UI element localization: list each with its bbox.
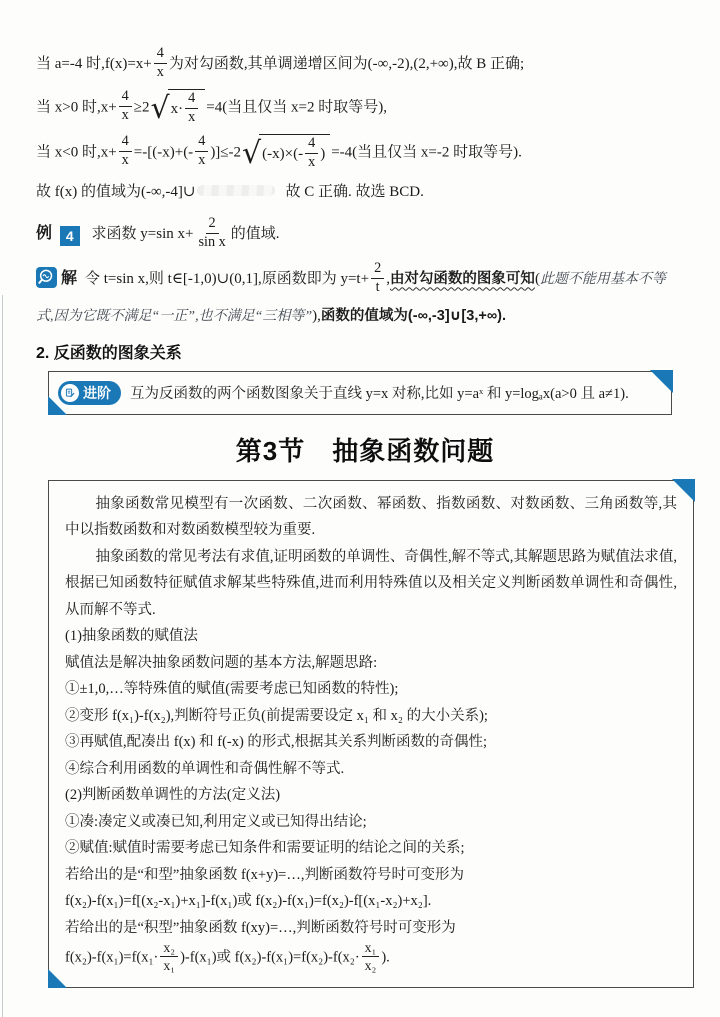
text-run: 故 f(x) 的值域为(-∞,-4]∪ — [36, 183, 196, 200]
explain-text-1 — [85, 259, 666, 295]
fraction-numerator: 4 — [154, 46, 167, 64]
box-corner-top-right — [672, 479, 695, 502]
erased-region — [197, 185, 275, 196]
example-number-badge: 4 — [60, 226, 80, 246]
text-run: ≥2 — [133, 99, 150, 116]
fraction — [119, 134, 132, 169]
box-corner-bottom-left — [48, 396, 67, 415]
concept-paragraph — [65, 862, 677, 889]
concept-paragraph — [65, 491, 677, 544]
concept-paragraph — [65, 835, 677, 862]
concept-paragraph — [65, 729, 677, 756]
text-run: ①±1,0,…等特殊值的赋值(需要考虑已知函数的特性); — [65, 681, 399, 698]
radical-sign: √ — [242, 135, 262, 171]
text-run: 当 a=-4 时,f(x)=x+ — [36, 55, 152, 72]
fraction — [305, 136, 318, 171]
fraction-numerator: 4 — [305, 136, 318, 154]
fraction — [371, 261, 384, 296]
text-run: ④综合利用函数的单调性和奇偶性解不等式. — [65, 760, 345, 777]
box-corner-bottom-left — [48, 969, 67, 988]
text-run: 式,因为它既不满足“一正”,也不满足“三相等” — [36, 308, 313, 324]
concept-box-content — [65, 491, 677, 975]
solution-line — [36, 47, 694, 82]
advance-text — [130, 382, 629, 403]
text-run: 抽象函数常见模型有一次函数、二次函数、幂函数、指数函数、对数函数、三角函数等,其中以指数函数和对数函数模型较为重要. — [65, 495, 677, 539]
fraction — [119, 89, 132, 124]
text-run: ( — [534, 270, 540, 287]
text-run: ②赋值:赋值时需要考虑已知条件和需要证明的结论之间的关系; — [65, 840, 465, 857]
concept-paragraph — [65, 756, 677, 783]
text-run: ) — [320, 146, 326, 163]
explanation-block — [36, 259, 694, 330]
example-statement — [91, 214, 280, 250]
fraction — [195, 134, 208, 169]
fraction-numerator: 4 — [119, 89, 132, 107]
text-run: , — [386, 270, 390, 287]
text-run: x· — [170, 101, 184, 118]
solution-line — [36, 89, 694, 127]
fraction — [160, 940, 178, 974]
concept-box — [48, 480, 694, 988]
fraction-numerator: x₁ — [362, 940, 380, 957]
text-run: 当 x>0 时,x+ — [36, 99, 117, 116]
concept-paragraph — [65, 676, 677, 703]
example-label: 例 — [36, 224, 53, 242]
text-run: ), — [312, 307, 321, 324]
fraction-denominator: x — [198, 152, 206, 169]
explanation-line-1 — [36, 259, 694, 297]
magnifier-graph-icon — [36, 267, 57, 288]
text-run: 的值域. — [230, 225, 280, 242]
text-run: f(x₂)-f(x₁)=f(x₁· — [65, 949, 159, 966]
fraction-numerator: 2 — [206, 216, 219, 234]
text-run: =4(当且仅当 x=2 时取等号), — [206, 99, 387, 116]
text-run: =-4(当且仅当 x=-2 时取等号). — [331, 144, 522, 161]
radical — [151, 89, 206, 127]
fraction-denominator: x — [188, 108, 196, 125]
fraction-denominator: x₁ — [163, 958, 176, 974]
text-run: (1)抽象函数的赋值法 — [65, 628, 198, 645]
fraction-denominator: x — [156, 63, 164, 80]
text-run: ). — [381, 949, 390, 966]
radical-sign: √ — [150, 90, 170, 126]
text-run: ①凑:凑定义或凑已知,利用定义或已知得出结论; — [65, 813, 367, 830]
fraction-numerator: 4 — [185, 91, 198, 109]
advance-badge-label: 进阶 — [83, 384, 111, 401]
explanation-line-2 — [36, 303, 694, 330]
radicand — [168, 89, 206, 127]
text-run: (-x)×(- — [262, 146, 304, 163]
text-run: 故 C 正确. 故选 BCD. — [285, 183, 424, 200]
fraction-numerator: 2 — [371, 261, 384, 279]
text-run: 互为反函数的两个函数图象关于直线 y=x 对称,比如 y=aˣ 和 y=logₐx(a>0 且 a≠1). — [130, 386, 629, 403]
concept-paragraph — [65, 809, 677, 836]
text-run: ②变形 f(x₁)-f(x₂),判断符号正负(前提需要设定 x₁ 和 x₂ 的大小关系); — [65, 707, 488, 724]
text-run: 当 x<0 时,x+ — [36, 144, 117, 161]
concept-paragraph — [65, 941, 677, 975]
text-run: 赋值法是解决抽象函数问题的基本方法,解题思路: — [65, 654, 378, 671]
concept-paragraph — [65, 915, 677, 942]
fraction-denominator: sin x — [198, 233, 226, 250]
fraction — [185, 91, 198, 126]
advance-badge — [58, 381, 121, 405]
radical — [242, 134, 330, 172]
text-run: )]≤-2 — [210, 144, 242, 161]
solution-block — [36, 47, 694, 205]
fraction-numerator: 4 — [195, 134, 208, 152]
text-run: (2)判断函数单调性的方法(定义法) — [65, 787, 281, 804]
text-run: 函数的值域为(-∞,-3]∪[3,+∞). — [320, 307, 507, 324]
text-run: ③再赋值,配凑出 f(x) 和 f(-x) 的形式,根据其关系判断函数的奇偶性; — [65, 734, 488, 751]
text-run: 为对勾函数,其单调递增区间为(-∞,-2),(2,+∞),故 B 正确; — [168, 55, 525, 72]
solution-line — [36, 179, 694, 205]
concept-paragraph — [65, 703, 677, 730]
fraction-denominator: t — [375, 278, 380, 295]
page-edge-artifact — [2, 295, 3, 1017]
solution-line — [36, 134, 694, 172]
box-corner-top-right — [650, 370, 673, 393]
fraction-denominator: x — [308, 153, 316, 170]
explain-label: 解 — [61, 269, 78, 287]
fraction-denominator: x — [121, 107, 129, 124]
text-run: 抽象函数的常见考法有求值,证明函数的单调性、奇偶性,解不等式,其解题思路为赋值法求值,根据已知函数特征赋值求解某些特殊值,进而利用特殊值以及相关定义判断函数单调性和奇偶性,从而解不等式. — [65, 548, 677, 618]
text-run: 此题不能用基本不等 — [539, 271, 666, 287]
fraction-denominator: x₂ — [364, 958, 377, 974]
concept-paragraph — [65, 623, 677, 650]
example-line — [36, 214, 694, 252]
text-run: 若给出的是“和型”抽象函数 f(x+y)=…,判断函数符号时可变形为 — [65, 866, 464, 883]
concept-paragraph — [65, 888, 677, 915]
fraction-numerator: 4 — [119, 134, 132, 152]
fraction — [195, 216, 228, 251]
concept-paragraph — [65, 650, 677, 677]
advance-box — [48, 371, 672, 415]
concept-paragraph — [65, 782, 677, 809]
text-run: )-f(x₁)或 f(x₂)-f(x₁)=f(x₂)-f(x₂· — [180, 949, 360, 966]
chapter-heading: 第3节 抽象函数问题 — [235, 435, 495, 466]
concept-paragraph — [65, 544, 677, 624]
text-run: 令 t=sin x,则 t∈[-1,0)∪(0,1],原函数即为 y=t+ — [85, 270, 370, 287]
fraction — [154, 46, 167, 81]
fraction-numerator: x₂ — [160, 940, 178, 957]
fraction — [362, 940, 380, 974]
fraction-denominator: x — [121, 152, 129, 169]
radicand — [259, 134, 330, 172]
text-run: 求函数 y=sin x+ — [91, 225, 194, 242]
text-run: f(x₂)-f(x₁)=f[(x₂-x₁)+x₁]-f(x₁)或 f(x₂)-f(x₁)=f(x₂)-f[(x₁-x₂)+x₂]. — [65, 893, 432, 910]
text-run: =-[(-x)+(- — [133, 144, 194, 161]
section2-subtitle: 2. 反函数的图象关系 — [36, 344, 182, 362]
text-run: 由对勾函数的图象可知 — [389, 270, 535, 287]
text-run: 若给出的是“积型”抽象函数 f(xy)=…,判断函数符号时可变形为 — [65, 919, 456, 936]
